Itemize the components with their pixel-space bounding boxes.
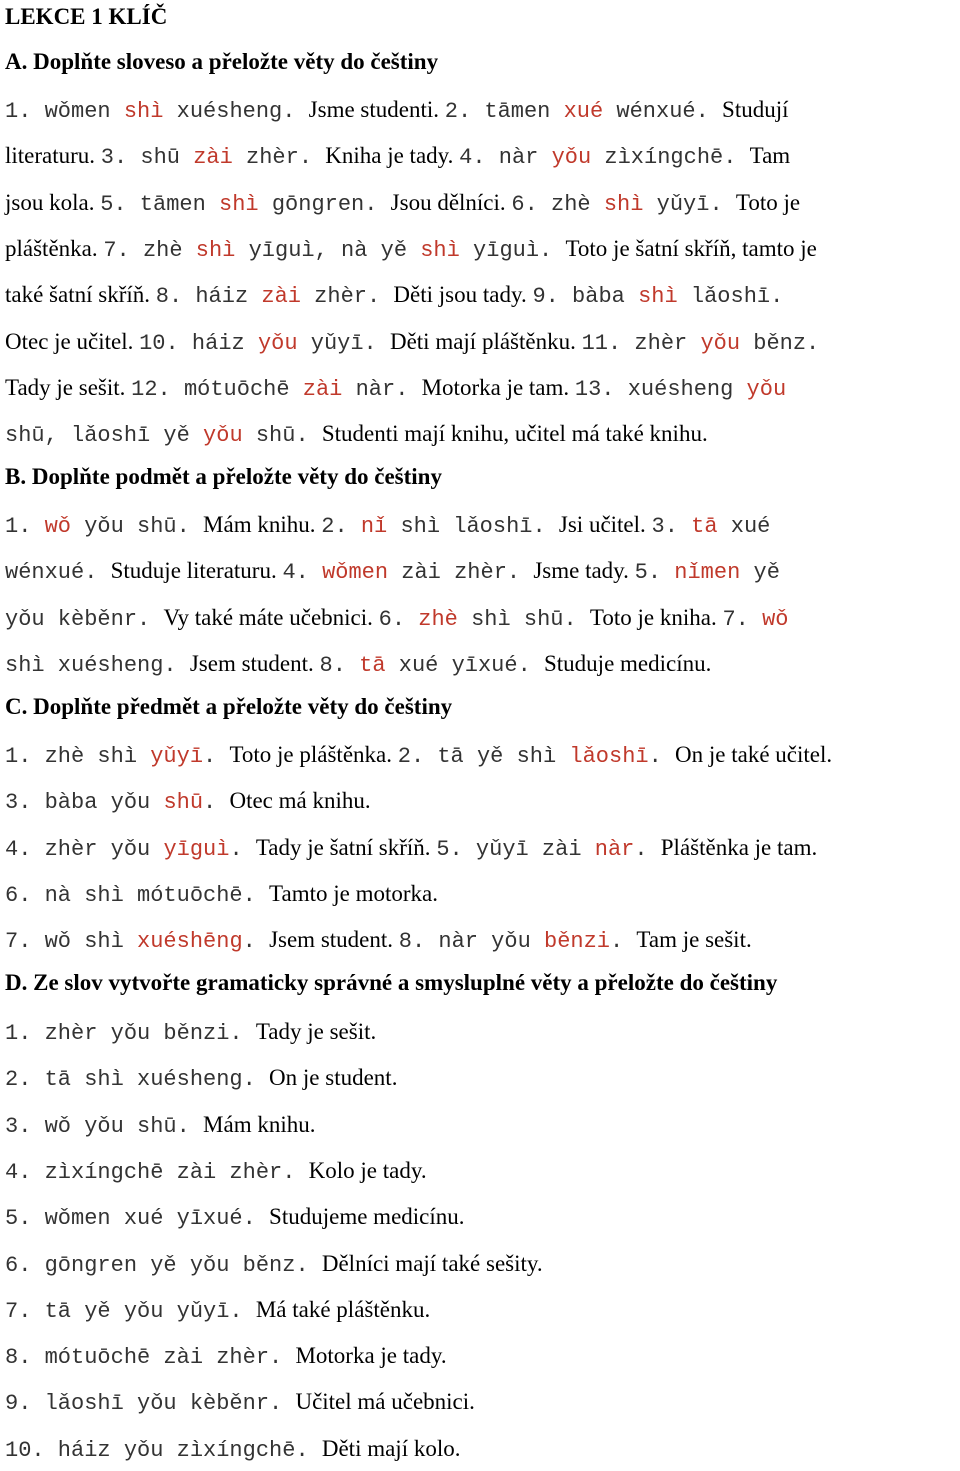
answer-text: yǒu: [746, 376, 787, 402]
section-a-heading: A. Doplňte sloveso a přeložte věty do češtiny: [5, 49, 439, 74]
sentence-line: [5, 781, 371, 821]
pinyin-text: xuésheng.: [163, 99, 309, 124]
sentence-line: [5, 598, 788, 638]
pinyin-text: 8. nàr yǒu: [398, 929, 544, 955]
pinyin-text: xué: [717, 514, 771, 539]
pinyin-text: 2. tā shì xuésheng.: [5, 1067, 270, 1093]
translation-text: pláštěnka.: [5, 235, 104, 261]
answer-text: shì: [219, 191, 259, 217]
translation-text: Motorka je tam.: [421, 374, 575, 400]
translation-text: Tamto je motorka.: [269, 880, 438, 906]
pinyin-text: wénxué.: [5, 560, 111, 586]
answer-text: wǒ: [762, 606, 789, 632]
pinyin-text: wénxué.: [603, 99, 723, 124]
pinyin-text: 10. háiz yǒu zìxíngchē.: [5, 1437, 322, 1463]
sentence-line: [5, 1382, 475, 1422]
section-b-heading: B. Doplňte podmět a přeložte věty do češtiny: [5, 464, 442, 489]
pinyin-text: zìxíngchē.: [591, 145, 750, 171]
pinyin-text: 7. tā yě yǒu yǔyī.: [5, 1298, 256, 1324]
sentence-line: [5, 920, 752, 960]
translation-text: On je student.: [269, 1065, 398, 1091]
answer-text: yǒu: [203, 423, 243, 449]
answer-text: lǎoshī: [569, 744, 649, 769]
sentence-line: [5, 828, 817, 868]
sentence-line: [5, 1244, 543, 1284]
sentence-line: [5, 1197, 465, 1237]
sentence-line: [5, 1012, 376, 1052]
pinyin-text: 4. nàr: [459, 145, 552, 171]
pinyin-text: shì xuésheng.: [5, 652, 190, 678]
section-c-heading: C. Doplňte předmět a přeložte věty do češtiny: [5, 694, 453, 719]
sentence-line: [5, 1105, 316, 1145]
pinyin-text: 4. zìxíngchē zài zhèr.: [5, 1159, 309, 1185]
pinyin-text: 6. nà shì mótuōchē.: [5, 882, 270, 908]
translation-text: Motorka je tady.: [295, 1343, 447, 1369]
pinyin-text: zài zhèr.: [388, 560, 534, 586]
answer-text: yīguì: [163, 836, 230, 862]
pinyin-text: 3. shū: [100, 145, 194, 171]
sentence-line: [5, 1151, 427, 1191]
sentence-line: [5, 551, 780, 591]
sentence-line: [5, 735, 832, 775]
pinyin-text: 3.: [651, 514, 692, 539]
translation-text: Děti mají pláštěnku.: [389, 328, 582, 354]
pinyin-text: shū, lǎoshī yě: [5, 423, 204, 449]
sentence-line: [5, 644, 711, 684]
pinyin-text: 9. bàba: [532, 284, 639, 310]
sentence-line: [5, 90, 789, 130]
answer-text: wǒ: [44, 514, 72, 539]
translation-text: Otec je učitel.: [5, 328, 140, 354]
translation-text: Jsme tady.: [533, 558, 635, 584]
sentence-line: [5, 414, 708, 454]
pinyin-text: 6. zhè: [511, 191, 604, 217]
translation-text: Otec má knihu.: [229, 788, 371, 814]
answer-text: yǒu: [700, 330, 741, 356]
pinyin-text: shū.: [242, 423, 322, 449]
pinyin-text: yīguì.: [459, 237, 566, 263]
sentence-line: [5, 1336, 447, 1376]
translation-text: Toto je pláštěnka.: [229, 742, 398, 767]
pinyin-text: .: [648, 744, 676, 769]
pinyin-text: yǒu shū.: [71, 514, 204, 539]
pinyin-text: .: [229, 836, 256, 862]
translation-text: Jsme studenti.: [308, 97, 445, 122]
translation-text: Toto je kniha.: [589, 604, 723, 630]
sentence-line: [5, 229, 817, 269]
pinyin-text: nàr.: [342, 376, 422, 402]
translation-text: Studujeme medicínu.: [269, 1204, 465, 1230]
pinyin-text: yīguì, nà yě: [235, 237, 421, 263]
sentence-line: [5, 275, 783, 315]
pinyin-text: gōngren.: [258, 191, 391, 217]
answer-text: zài: [261, 284, 301, 310]
translation-text: Dělníci mají také sešity.: [321, 1250, 543, 1276]
pinyin-text: 2. tā yě shì: [397, 744, 570, 769]
pinyin-text: .: [242, 929, 270, 955]
pinyin-text: 5. wǒmen xué yīxué.: [5, 1206, 270, 1232]
pinyin-text: 5. yǔyī zài: [436, 836, 595, 862]
pinyin-text: běnz.: [740, 330, 820, 356]
sentence-line: [5, 1429, 460, 1469]
sentence-line: [5, 1058, 397, 1098]
sentence-line: [5, 136, 790, 176]
translation-text: Jsem student.: [269, 927, 399, 953]
translation-text: také šatní skříň.: [5, 282, 156, 308]
answer-text: wǒmen: [322, 560, 389, 586]
answer-text: shì: [123, 99, 164, 124]
translation-text: Pláštěnka je tam.: [660, 834, 818, 860]
answer-text: nàr: [594, 836, 635, 862]
pinyin-text: zhèr.: [300, 284, 394, 310]
answer-text: zài: [302, 376, 343, 402]
pinyin-text: yǔyī.: [297, 330, 390, 356]
pinyin-text: 2.: [321, 514, 361, 539]
pinyin-text: yǔyī.: [643, 191, 736, 217]
translation-text: Jsem student.: [189, 650, 320, 676]
pinyin-text: .: [203, 790, 230, 816]
translation-text: Toto je šatní skříň, tamto je: [565, 235, 817, 261]
translation-text: On je také učitel.: [675, 742, 833, 767]
translation-text: jsou kola.: [5, 189, 101, 215]
sentence-line: [5, 874, 438, 914]
translation-text: Mám knihu.: [203, 512, 322, 537]
pinyin-text: shì lǎoshī.: [387, 514, 559, 539]
pinyin-text: 9. lǎoshī yǒu kèběnr.: [5, 1391, 296, 1417]
pinyin-text: 1.: [5, 514, 45, 539]
answer-text: shì: [195, 237, 236, 263]
pinyin-text: lǎoshī.: [677, 284, 784, 310]
answer-text: zài: [193, 145, 233, 171]
pinyin-text: 1. zhè shì: [5, 744, 151, 769]
answer-text: běnzi: [544, 929, 611, 955]
translation-text: Děti jsou tady.: [393, 282, 533, 308]
pinyin-text: 8. mótuōchē zài zhèr.: [5, 1345, 296, 1371]
answer-text: tā: [359, 652, 386, 678]
answer-text: tā: [691, 514, 718, 539]
pinyin-text: zhèr.: [232, 145, 326, 171]
sentence-line: [5, 505, 770, 545]
pinyin-text: 13. xuésheng: [574, 376, 747, 402]
pinyin-text: 4.: [282, 560, 323, 586]
translation-text: Má také pláštěnku.: [255, 1296, 431, 1322]
translation-text: Jsi učitel.: [558, 512, 652, 537]
pinyin-text: 6. gōngren yě yǒu běnz.: [5, 1252, 322, 1278]
pinyin-text: 1. zhèr yǒu běnzi.: [5, 1021, 256, 1046]
answer-text: xuéshēng: [137, 929, 243, 955]
sentence-line: [5, 368, 786, 408]
translation-text: literaturu.: [5, 143, 101, 169]
translation-text: Učitel má učebnici.: [295, 1389, 475, 1415]
pinyin-text: 7. zhè: [103, 237, 196, 263]
translation-text: Jsou dělníci.: [390, 189, 512, 215]
pinyin-text: 1. wǒmen: [5, 99, 124, 124]
answer-text: zhè: [418, 606, 458, 632]
translation-text: Studuje medicínu.: [544, 650, 712, 676]
translation-text: Tady je šatní skříň.: [255, 834, 437, 860]
answer-text: yǔyī: [150, 744, 204, 769]
translation-text: Studenti mají knihu, učitel má také knihu.: [321, 421, 708, 447]
pinyin-text: yě: [740, 560, 780, 586]
answer-text: nǐ: [360, 514, 388, 539]
translation-text: Toto je: [735, 189, 801, 215]
pinyin-text: 8.: [319, 652, 360, 678]
translation-text: Kolo je tady.: [308, 1157, 427, 1183]
translation-text: Vy také máte učebnici.: [163, 604, 379, 630]
sentence-line: [5, 1290, 430, 1330]
pinyin-text: .: [634, 836, 661, 862]
pinyin-text: 7.: [722, 606, 763, 632]
answer-text: yǒu: [551, 145, 592, 171]
answer-text: shì: [603, 191, 644, 217]
translation-text: Studuje literaturu.: [110, 558, 283, 584]
answer-text: shì: [420, 237, 460, 263]
pinyin-text: 7. wǒ shì: [5, 929, 138, 955]
translation-text: Děti mají kolo.: [321, 1435, 461, 1461]
pinyin-text: yǒu kèběnr.: [5, 606, 164, 632]
section-d-heading: D. Ze slov vytvořte gramaticky správné a smysluplné věty a přeložte do češtiny: [5, 970, 778, 995]
translation-text: Tam je sešit.: [636, 927, 752, 953]
pinyin-text: shì shū.: [457, 606, 590, 632]
page-title: LEKCE 1 KLÍČ: [5, 4, 168, 29]
pinyin-text: 2. tāmen: [444, 99, 564, 124]
pinyin-text: 5. tāmen: [100, 191, 220, 217]
translation-text: Studují: [722, 97, 789, 122]
answer-text: shū: [163, 790, 204, 816]
pinyin-text: .: [203, 744, 230, 769]
pinyin-text: .: [610, 929, 637, 955]
pinyin-text: 4. zhèr yǒu: [5, 836, 164, 862]
pinyin-text: 3. wǒ yǒu shū.: [5, 1113, 204, 1139]
translation-text: Tam: [749, 143, 791, 169]
answer-text: nǐmen: [674, 560, 741, 586]
answer-text: yǒu: [257, 330, 298, 356]
pinyin-text: 12. mótuōchē: [131, 376, 303, 402]
pinyin-text: 3. bàba yǒu: [5, 790, 164, 816]
pinyin-text: 11. zhèr: [581, 330, 701, 356]
translation-text: Mám knihu.: [203, 1111, 316, 1137]
pinyin-text: 6.: [378, 606, 419, 632]
pinyin-text: 5.: [634, 560, 675, 586]
answer-text: xué: [563, 99, 604, 124]
answer-text: shì: [638, 284, 678, 310]
translation-text: Kniha je tady.: [325, 143, 460, 169]
sentence-line: [5, 183, 800, 223]
pinyin-text: xué yīxué.: [385, 652, 544, 678]
pinyin-text: 10. háiz: [139, 330, 258, 356]
translation-text: Tady je sešit.: [255, 1019, 377, 1044]
sentence-line: [5, 322, 819, 362]
translation-text: Tady je sešit.: [5, 374, 132, 400]
pinyin-text: 8. háiz: [155, 284, 262, 310]
